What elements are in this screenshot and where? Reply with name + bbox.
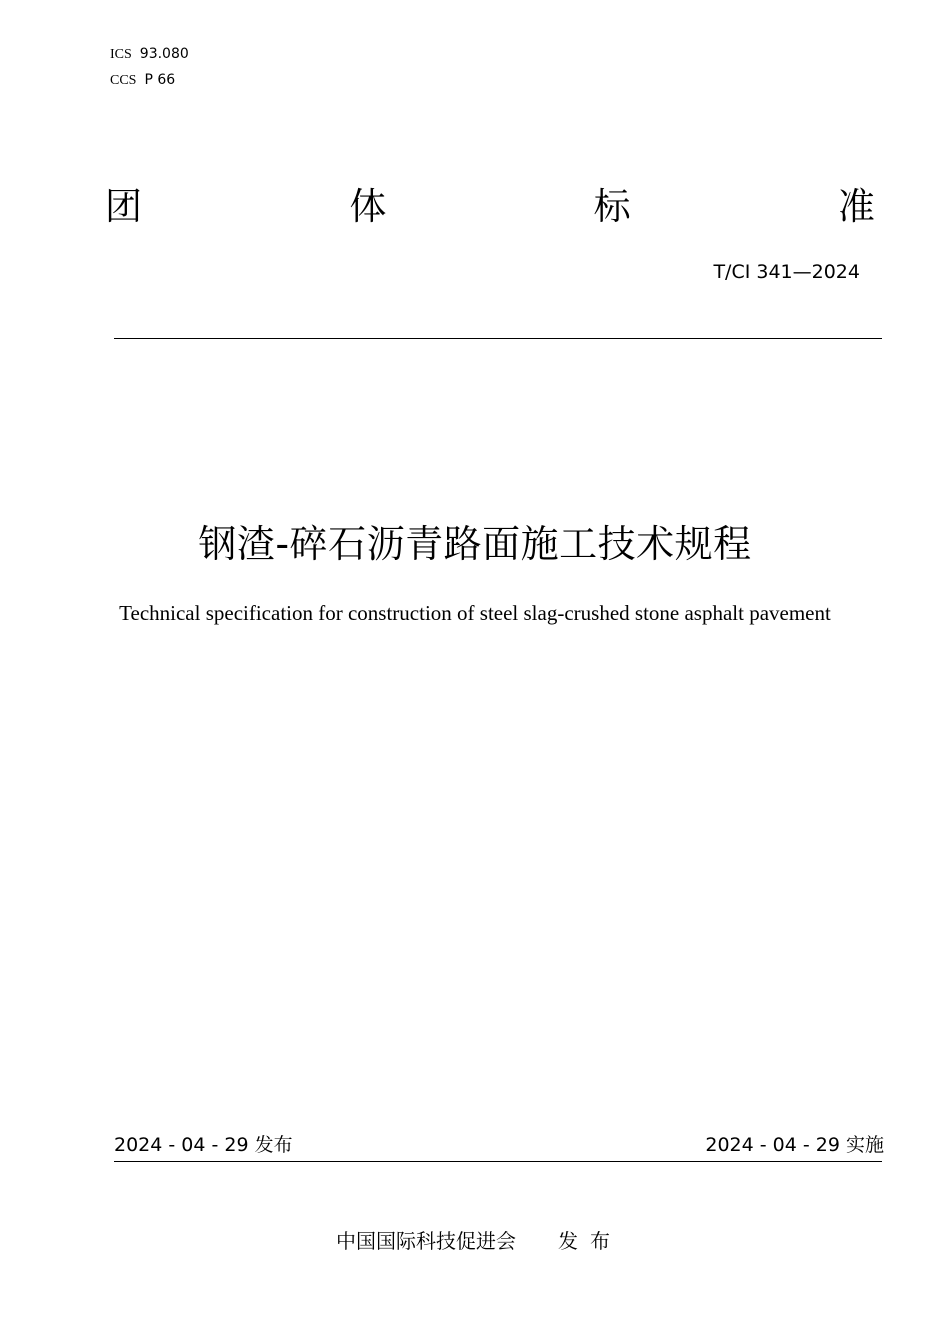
title-chinese: 钢渣-碎石沥青路面施工技术规程 [198,522,752,566]
ics-label: ICS [110,47,132,62]
standard-number: T/CI 341—2024 [713,261,860,283]
standard-type-char: 准 [837,185,875,228]
publisher-action: 发布 [558,1229,622,1253]
standard-type-char: 体 [349,185,387,228]
ics-line [110,46,189,63]
ccs-line [110,72,175,89]
publish-date: 2024 - 04 - 29 发布 [114,1134,293,1156]
header-divider [114,338,882,339]
implement-date: 2024 - 04 - 29 实施 [705,1134,884,1156]
ccs-label: CCS [110,73,137,88]
ccs-code: P 66 [144,72,176,88]
standard-type-char: 团 [105,185,142,228]
standard-type-heading [105,183,875,231]
ics-code: 93.080 [139,46,189,62]
title-english: Technical specification for construction of steel slag-crushed stone asphalt pavement [119,601,831,625]
publisher-organization: 中国国际科技促进会 [336,1229,516,1253]
standard-type-char: 标 [593,185,631,228]
publisher-line [336,1227,622,1255]
footer-divider [114,1161,882,1162]
